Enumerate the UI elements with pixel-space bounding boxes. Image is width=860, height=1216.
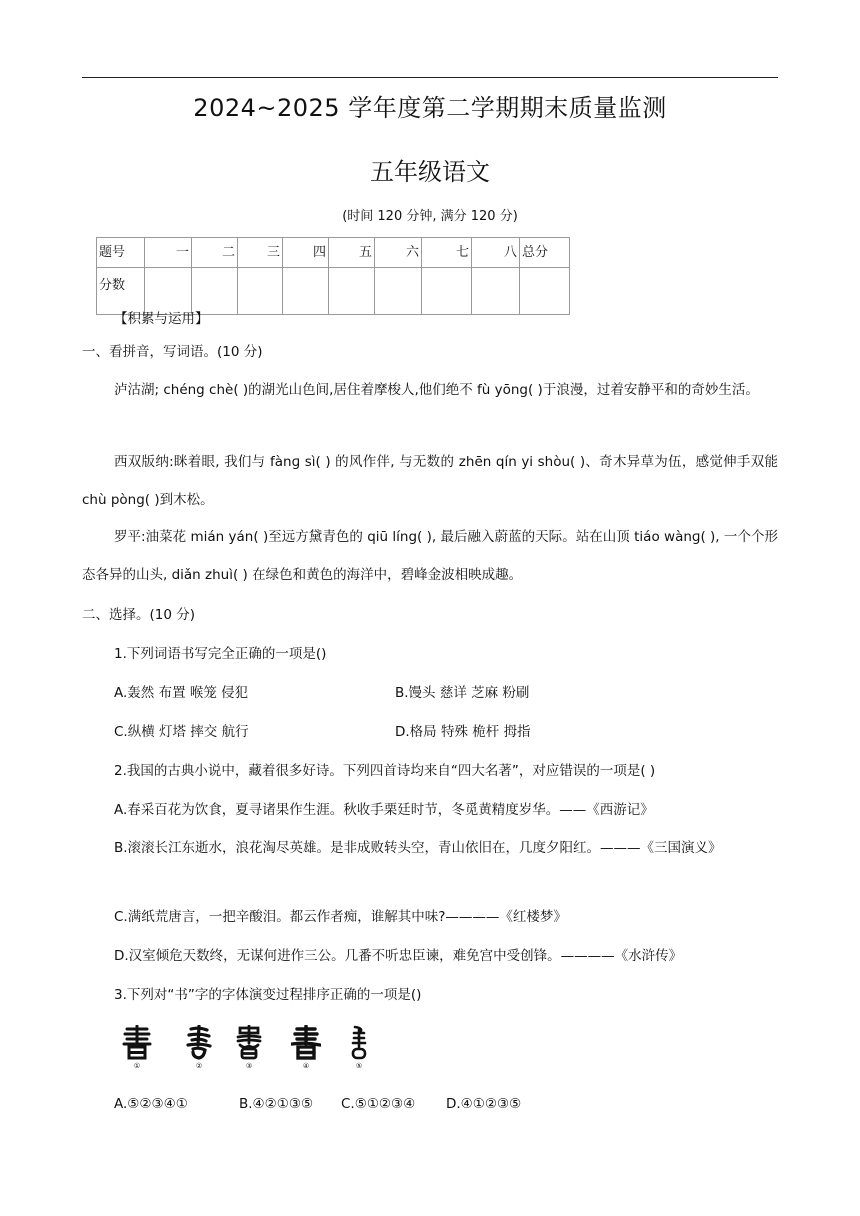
q2-1-option-d: D.格局 特殊 桅杆 拇指 (395, 724, 531, 740)
score-header-cell: 七 (422, 238, 472, 268)
calligraphy-glyph-3 (233, 1025, 265, 1070)
q1-paragraph-2: 西双版纳:眯着眼, 我们与 fànɡ sì( ) 的风作伴, 与无数的 zhēn qín yi shòu( )、奇木异草为伍，感觉伸手双能 chù pòng( )到木松。 (82, 454, 778, 508)
shu-jiaguwen-icon (344, 1025, 374, 1061)
score-cell[interactable] (145, 268, 192, 315)
score-cell[interactable] (192, 268, 238, 315)
q2-3-option-d: D.④①②③⑤ (446, 1096, 522, 1112)
score-header-cell: 总分 (520, 238, 570, 268)
glyph-label: ① (133, 1062, 141, 1070)
calligraphy-glyph-5 (343, 1025, 375, 1070)
score-row-label: 分数 (97, 268, 145, 315)
q2-1-option-c: C.纵横 灯塔 摔交 航行 (114, 724, 249, 740)
q2-3-option-a: A.⑤②③④① (114, 1096, 188, 1112)
score-header-cell: 二 (192, 238, 238, 268)
score-table (96, 237, 570, 315)
calligraphy-glyph-1 (121, 1025, 153, 1070)
score-header-cell: 八 (472, 238, 520, 268)
q2-2-stem: 2.我国的古典小说中，藏着很多好诗。下列四首诗均来自“四大名著”，对应错误的一项是( ) (114, 763, 656, 779)
shu-lishu-icon (291, 1025, 321, 1061)
glyph-label: ⑤ (355, 1062, 363, 1070)
q2-2-option-a: A.春采百花为饮食，夏寻诸果作生涯。秋收手栗廷时节，冬觅黄精度岁华。——《西游记》 (114, 802, 654, 818)
score-header-cell: 六 (375, 238, 422, 268)
q1-paragraph-3: 罗平:油菜花 mián yán( )至远方黛青色的 qiū líng( ), 最后融入蔚蓝的天际。站在山顶 tiáo wànɡ( ), 一个个形态各异的山头, diǎn zhuì( ) 在绿色和黄色的海洋中，碧峰金波相映成趣。 (82, 529, 778, 583)
shu-kaishu-icon (122, 1025, 152, 1061)
score-cell[interactable] (375, 268, 422, 315)
score-header-cell: 三 (238, 238, 283, 268)
calligraphy-glyph-2 (183, 1025, 215, 1070)
score-header-cell: 五 (329, 238, 375, 268)
q1-paragraph-1: 泸沽湖; chéng chè( )的湖光山色间,居住着摩梭人,他们绝不 fù yōng( )于浪漫，过着安静平和的奇妙生活。 (114, 382, 759, 398)
score-cell[interactable] (520, 268, 570, 315)
score-cell[interactable] (422, 268, 472, 315)
score-header-cell: 四 (283, 238, 329, 268)
score-table-header-row (97, 238, 570, 268)
score-cell[interactable] (283, 268, 329, 315)
score-cell[interactable] (472, 268, 520, 315)
time-note: (时间 120 分钟, 满分 120 分) (342, 209, 518, 224)
q2-2-option-d: D.汉室倾危天数终，无谋何进作三公。几番不听忠臣谏，难免宫中受创锋。————《水浒传》 (114, 948, 683, 964)
shu-zhuanshu-icon (234, 1025, 264, 1061)
glyph-label: ② (195, 1062, 203, 1070)
score-cell[interactable] (238, 268, 283, 315)
shu-xingshu-icon (184, 1025, 214, 1061)
exam-title: 2024~2025 学年度第二学期期末质量监测 (193, 94, 667, 122)
glyph-label: ④ (302, 1062, 310, 1070)
q2-3-option-c: C.⑤①②③④ (341, 1096, 416, 1112)
score-header-cell: 一 (145, 238, 192, 268)
section-label: 【积累与运用】 (114, 311, 209, 327)
q2-1-stem: 1.下列词语书写完全正确的一项是() (114, 646, 327, 662)
q2-1-option-a: A.轰然 布置 喉笼 侵犯 (114, 685, 249, 701)
q2-3-stem: 3.下列对“书”字的字体演变过程排序正确的一项是() (114, 987, 422, 1003)
score-table-score-row (97, 268, 570, 315)
q1-heading: 一、看拼音，写词语。(10 分) (82, 344, 263, 360)
exam-subtitle: 五年级语文 (370, 158, 490, 186)
calligraphy-glyph-4 (290, 1025, 322, 1070)
score-header-cell: 题号 (97, 238, 145, 268)
q2-1-option-b: B.馒头 慈详 芝麻 粉刷 (395, 685, 530, 701)
header-rule (82, 77, 778, 78)
score-cell[interactable] (329, 268, 375, 315)
glyph-label: ③ (245, 1062, 253, 1070)
q2-heading: 二、选择。(10 分) (82, 607, 196, 623)
q2-3-option-b: B.④②①③⑤ (239, 1096, 314, 1112)
q2-2-option-b: B.滚滚长江东逝水，浪花淘尽英雄。是非成败转头空，青山依旧在，几度夕阳红。———《三国演义》 (114, 840, 722, 856)
q2-2-option-c: C.满纸荒唐言，一把辛酸泪。都云作者痴，谁解其中味?————《红楼梦》 (114, 909, 567, 925)
